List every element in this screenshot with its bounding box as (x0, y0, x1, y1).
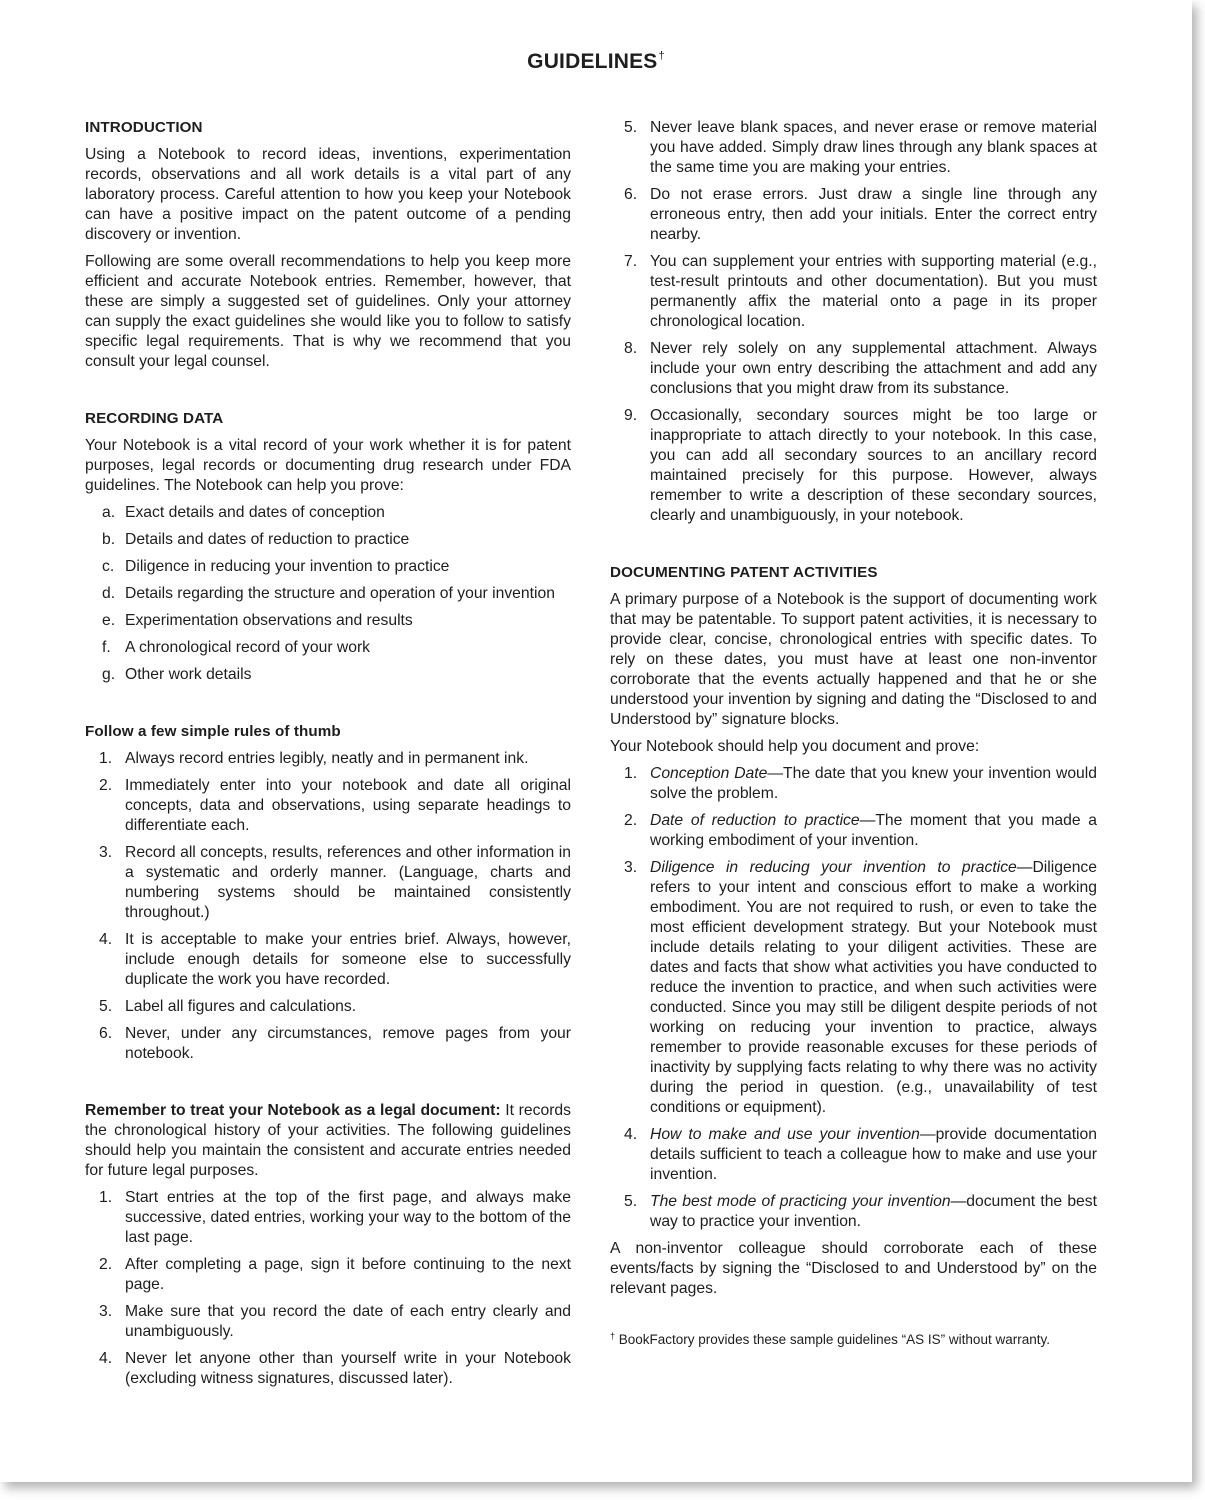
legal-guidelines-list-continued (610, 118, 1097, 526)
list-item-marker: 6. (99, 1025, 113, 1042)
list-item (85, 1188, 571, 1248)
list-item-text: —The moment that you made a working embodiment of your invention. (650, 812, 1098, 849)
list-item-text: A chronological record of your work (125, 639, 371, 656)
patent-prove-list (610, 764, 1097, 1232)
list-item (85, 665, 571, 685)
list-item-marker: 7. (624, 253, 638, 270)
rules-of-thumb-heading: Follow a few simple rules of thumb (85, 723, 341, 740)
recording-data-heading: RECORDING DATA (85, 410, 224, 427)
list-item-marker: 5. (624, 119, 638, 136)
documenting-patent-activities-heading: DOCUMENTING PATENT ACTIVITIES (610, 564, 878, 581)
list-item-term: Conception Date (650, 765, 768, 782)
recording-data-paragraph: Your Notebook is a vital record of your work whether it is for patent purposes, legal records or documenting drug research under FDA guidelines. The Notebook can help you prove: (85, 437, 571, 494)
list-item-marker: 6. (624, 186, 638, 203)
list-item-text: Record all concepts, results, references and other information in a systematic and orderly manner. (Language, charts and numbering systems should be maintained consistently throughout.) (125, 844, 571, 921)
list-item-marker: c. (102, 558, 115, 575)
list-item (610, 858, 1097, 1118)
footnote (610, 1328, 1097, 1348)
patent-paragraph-3: A non-inventor colleague should corroborate each of these events/facts by signing the “Disclosed to and Understood by” on the relevant pages. (610, 1240, 1097, 1297)
list-item (85, 843, 571, 923)
list-item-marker: 2. (99, 1256, 113, 1273)
list-item (85, 1024, 571, 1064)
list-item-text: Never leave blank spaces, and never erase or remove material you have added. Simply draw lines through any blank spaces at the same time you are making your entries. (650, 119, 1097, 176)
list-item-marker: 9. (624, 407, 638, 424)
list-item-text: Make sure that you record the date of each entry clearly and unambiguously. (125, 1303, 571, 1340)
title-text: GUIDELINES (527, 50, 658, 73)
list-item (85, 503, 571, 523)
list-item-text: Details regarding the structure and operation of your invention (125, 585, 555, 602)
list-item-marker: d. (102, 585, 116, 602)
list-item (85, 749, 571, 769)
list-item-marker: 3. (99, 1303, 113, 1320)
list-item (610, 764, 1097, 804)
list-item-text: Exact details and dates of conception (125, 504, 385, 521)
list-item-marker: 2. (624, 812, 638, 829)
list-item (85, 997, 571, 1017)
list-item-text: Details and dates of reduction to practice (125, 531, 410, 548)
list-item (85, 638, 571, 658)
footnote-text: BookFactory provides these sample guidelines “AS IS” without warranty. (615, 1332, 1050, 1347)
list-item (85, 584, 571, 604)
list-item-marker: 3. (624, 859, 638, 876)
footnote-dagger: † (610, 1331, 616, 1341)
list-item (85, 530, 571, 550)
list-item (610, 118, 1097, 178)
list-item-marker: 1. (624, 765, 638, 782)
list-item (610, 1192, 1097, 1232)
list-item-marker: g. (102, 666, 116, 683)
list-item (610, 185, 1097, 245)
list-item-text: Never rely solely on any supplemental attachment. Always include your own entry describing the attachment and add any conclusions that you might draw from its substance. (650, 340, 1097, 397)
list-item-text: —The date that you knew your invention would solve the problem. (650, 765, 1097, 802)
list-item-marker: e. (102, 612, 116, 629)
list-item-text: Always record entries legibly, neatly and in permanent ink. (125, 750, 529, 767)
list-item (85, 776, 571, 836)
list-item-text: Label all figures and calculations. (125, 998, 357, 1015)
right-column (610, 118, 1097, 1348)
page-title (0, 50, 1192, 74)
list-item (610, 252, 1097, 332)
patent-paragraph-2: Your Notebook should help you document and prove: (610, 738, 980, 755)
list-item-text: Never let anyone other than yourself write in your Notebook (excluding witness signatures, discussed later). (125, 1350, 571, 1387)
list-item-marker: 4. (624, 1126, 638, 1143)
title-dagger: † (658, 50, 665, 62)
rules-of-thumb-list (85, 749, 571, 1064)
list-item (85, 1255, 571, 1295)
list-item-marker: 4. (99, 1350, 113, 1367)
list-item-marker: b. (102, 531, 116, 548)
list-item-term: How to make and use your invention (650, 1126, 920, 1143)
list-item-text: Never, under any circumstances, remove pages from your notebook. (125, 1025, 571, 1062)
list-item-text: —document the best way to practice your invention. (650, 1193, 1097, 1230)
list-item-term: Date of reduction to practice (650, 812, 860, 829)
left-column (85, 118, 571, 1396)
list-item-text: —provide documentation details sufficient to teach a colleague how to make and use your invention. (650, 1126, 1097, 1183)
list-item-marker: a. (102, 504, 116, 521)
list-item (85, 1349, 571, 1389)
list-item-marker: 5. (624, 1193, 638, 1210)
list-item-marker: 2. (99, 777, 113, 794)
legal-document-lead: Remember to treat your Notebook as a legal document: (85, 1102, 501, 1119)
introduction-paragraph-2: Following are some overall recommendations to help you keep more efficient and accurate Notebook entries. Remember, however, that these are simply a suggested set of guidelines. Only your attorney can supply the exact guidelines she would like you to follow to satisfy specific legal requirements. That is why we recommend that you consult your legal counsel. (85, 253, 571, 370)
list-item-marker: 8. (624, 340, 638, 357)
list-item-text: Immediately enter into your notebook and date all original concepts, data and observations, using separate headings to differentiate each. (125, 777, 571, 834)
legal-guidelines-list (85, 1188, 571, 1389)
list-item-text: Occasionally, secondary sources might be too large or inappropriate to attach directly to your notebook. In this case, you can add all secondary sources to an ancillary record maintained precisely for this purpose. However, always remember to write a description of these secondary sources, clearly and unambiguously, in your notebook. (650, 407, 1097, 524)
list-item-text: Diligence in reducing your invention to practice (125, 558, 450, 575)
list-item-text: —Diligence refers to your intent and conscious effort to make a working embodiment. You are not required to rush, or even to take the most efficient development strategy. But your Notebook must include details relating to your diligent activities. These are dates and facts that show what activities you have conducted to reduce the invention to practice, and when such activities were conducted. Since you may still be diligent despite periods of not working on reducing your invention to practice, always remember to provide reasonable excuses for these periods of inactivity by supplying facts relating to why there was no activity during the period in question. (e.g., unavailability of test conditions or equipment). (650, 859, 1097, 1116)
list-item (85, 930, 571, 990)
introduction-paragraph-1: Using a Notebook to record ideas, inventions, experimentation records, observations and all work details is a vital part of any laboratory process. Careful attention to how you keep your Notebook can have a positive impact on the patent outcome of a pending discovery or invention. (85, 146, 571, 243)
list-item (85, 611, 571, 631)
list-item-text: You can supplement your entries with supporting material (e.g., test-result printouts and other documentation). But you must permanently affix the material onto a page in its proper chronological location. (650, 253, 1097, 330)
list-item-text: It is acceptable to make your entries brief. Always, however, include enough details for someone else to successfully duplicate the work you have recorded. (125, 931, 571, 988)
introduction-heading: INTRODUCTION (85, 119, 203, 136)
legal-document-text: It records the chronological history of your activities. The following guidelines should help you maintain the consistent and accurate entries needed for future legal purposes. (85, 1102, 571, 1179)
list-item-marker: 4. (99, 931, 113, 948)
list-item (610, 811, 1097, 851)
list-item-text: Start entries at the top of the first page, and always make successive, dated entries, working your way to the bottom of the last page. (125, 1189, 571, 1246)
list-item-text: Experimentation observations and results (125, 612, 413, 629)
list-item (610, 1125, 1097, 1185)
list-item-marker: 1. (99, 750, 113, 767)
list-item-marker: 1. (99, 1189, 113, 1206)
list-item-marker: f. (102, 639, 111, 656)
list-item-text: After completing a page, sign it before continuing to the next page. (125, 1256, 571, 1293)
legal-document-paragraph (85, 1101, 571, 1181)
list-item-term: Diligence in reducing your invention to practice (650, 859, 1017, 876)
list-item (85, 557, 571, 577)
list-item (610, 406, 1097, 526)
list-item-text: Do not erase errors. Just draw a single line through any erroneous entry, then add your initials. Enter the correct entry nearby. (650, 186, 1097, 243)
patent-paragraph-1: A primary purpose of a Notebook is the support of documenting work that may be patentable. To support patent activities, it is necessary to provide clear, concise, chronological entries with specific dates. To rely on these dates, you must have at least one non-inventor corroborate that the events actually happened and that he or she understood your invention by signing and dating the “Disclosed to and Understood by” signature blocks. (610, 591, 1097, 728)
list-item (610, 339, 1097, 399)
list-item-marker: 5. (99, 998, 113, 1015)
list-item (85, 1302, 571, 1342)
prove-list (85, 503, 571, 685)
list-item-text: Other work details (125, 666, 252, 683)
list-item-term: The best mode of practicing your invention (650, 1193, 951, 1210)
list-item-marker: 3. (99, 844, 113, 861)
